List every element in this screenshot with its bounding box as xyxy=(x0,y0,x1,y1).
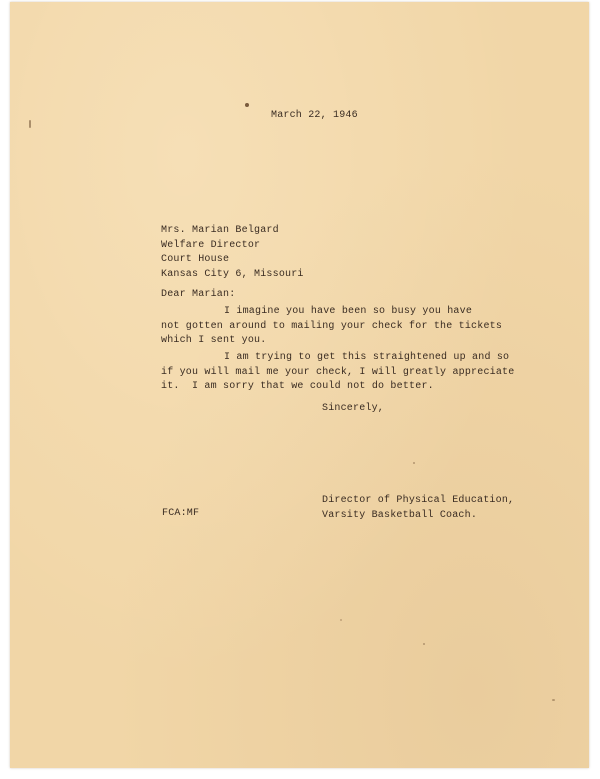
ink-speck xyxy=(552,699,555,701)
closing: Sincerely, xyxy=(322,403,385,414)
signature-line-2: Varsity Basketball Coach. xyxy=(322,509,478,521)
signature-line-1: Director of Physical Education, xyxy=(322,495,515,506)
paragraph-2-line-1: I am trying to get this straightened up and so xyxy=(224,352,510,363)
recipient-title: Welfare Director xyxy=(161,239,261,251)
paragraph-2-line-3: it. I am sorry that we could not do better. xyxy=(161,381,434,392)
body-paragraph-2 xyxy=(161,351,514,395)
letter-date: March 22, 1946 xyxy=(271,110,358,121)
paragraph-1-line-1: I imagine you have been so busy you have xyxy=(224,306,473,317)
ink-speck xyxy=(29,120,31,128)
ink-speck xyxy=(413,462,415,464)
ink-speck xyxy=(245,103,249,107)
letter-paper xyxy=(10,2,589,768)
paragraph-1-line-2: not gotten around to mailing your check for the tickets xyxy=(161,320,503,332)
salutation: Dear Marian: xyxy=(161,289,236,300)
paragraph-2-line-2: if you will mail me your check, I will greatly appreciate xyxy=(161,366,515,378)
ink-speck xyxy=(340,619,342,621)
recipient-name: Mrs. Marian Belgard xyxy=(161,225,279,236)
paragraph-1-line-3: which I sent you. xyxy=(161,335,267,346)
reference-initials: FCA:MF xyxy=(162,508,200,519)
recipient-building: Court House xyxy=(161,254,230,265)
ink-speck xyxy=(423,643,425,645)
signature-block xyxy=(322,494,514,523)
recipient-address xyxy=(161,224,304,282)
recipient-city: Kansas City 6, Missouri xyxy=(161,268,304,280)
body-paragraph-1 xyxy=(161,305,502,349)
